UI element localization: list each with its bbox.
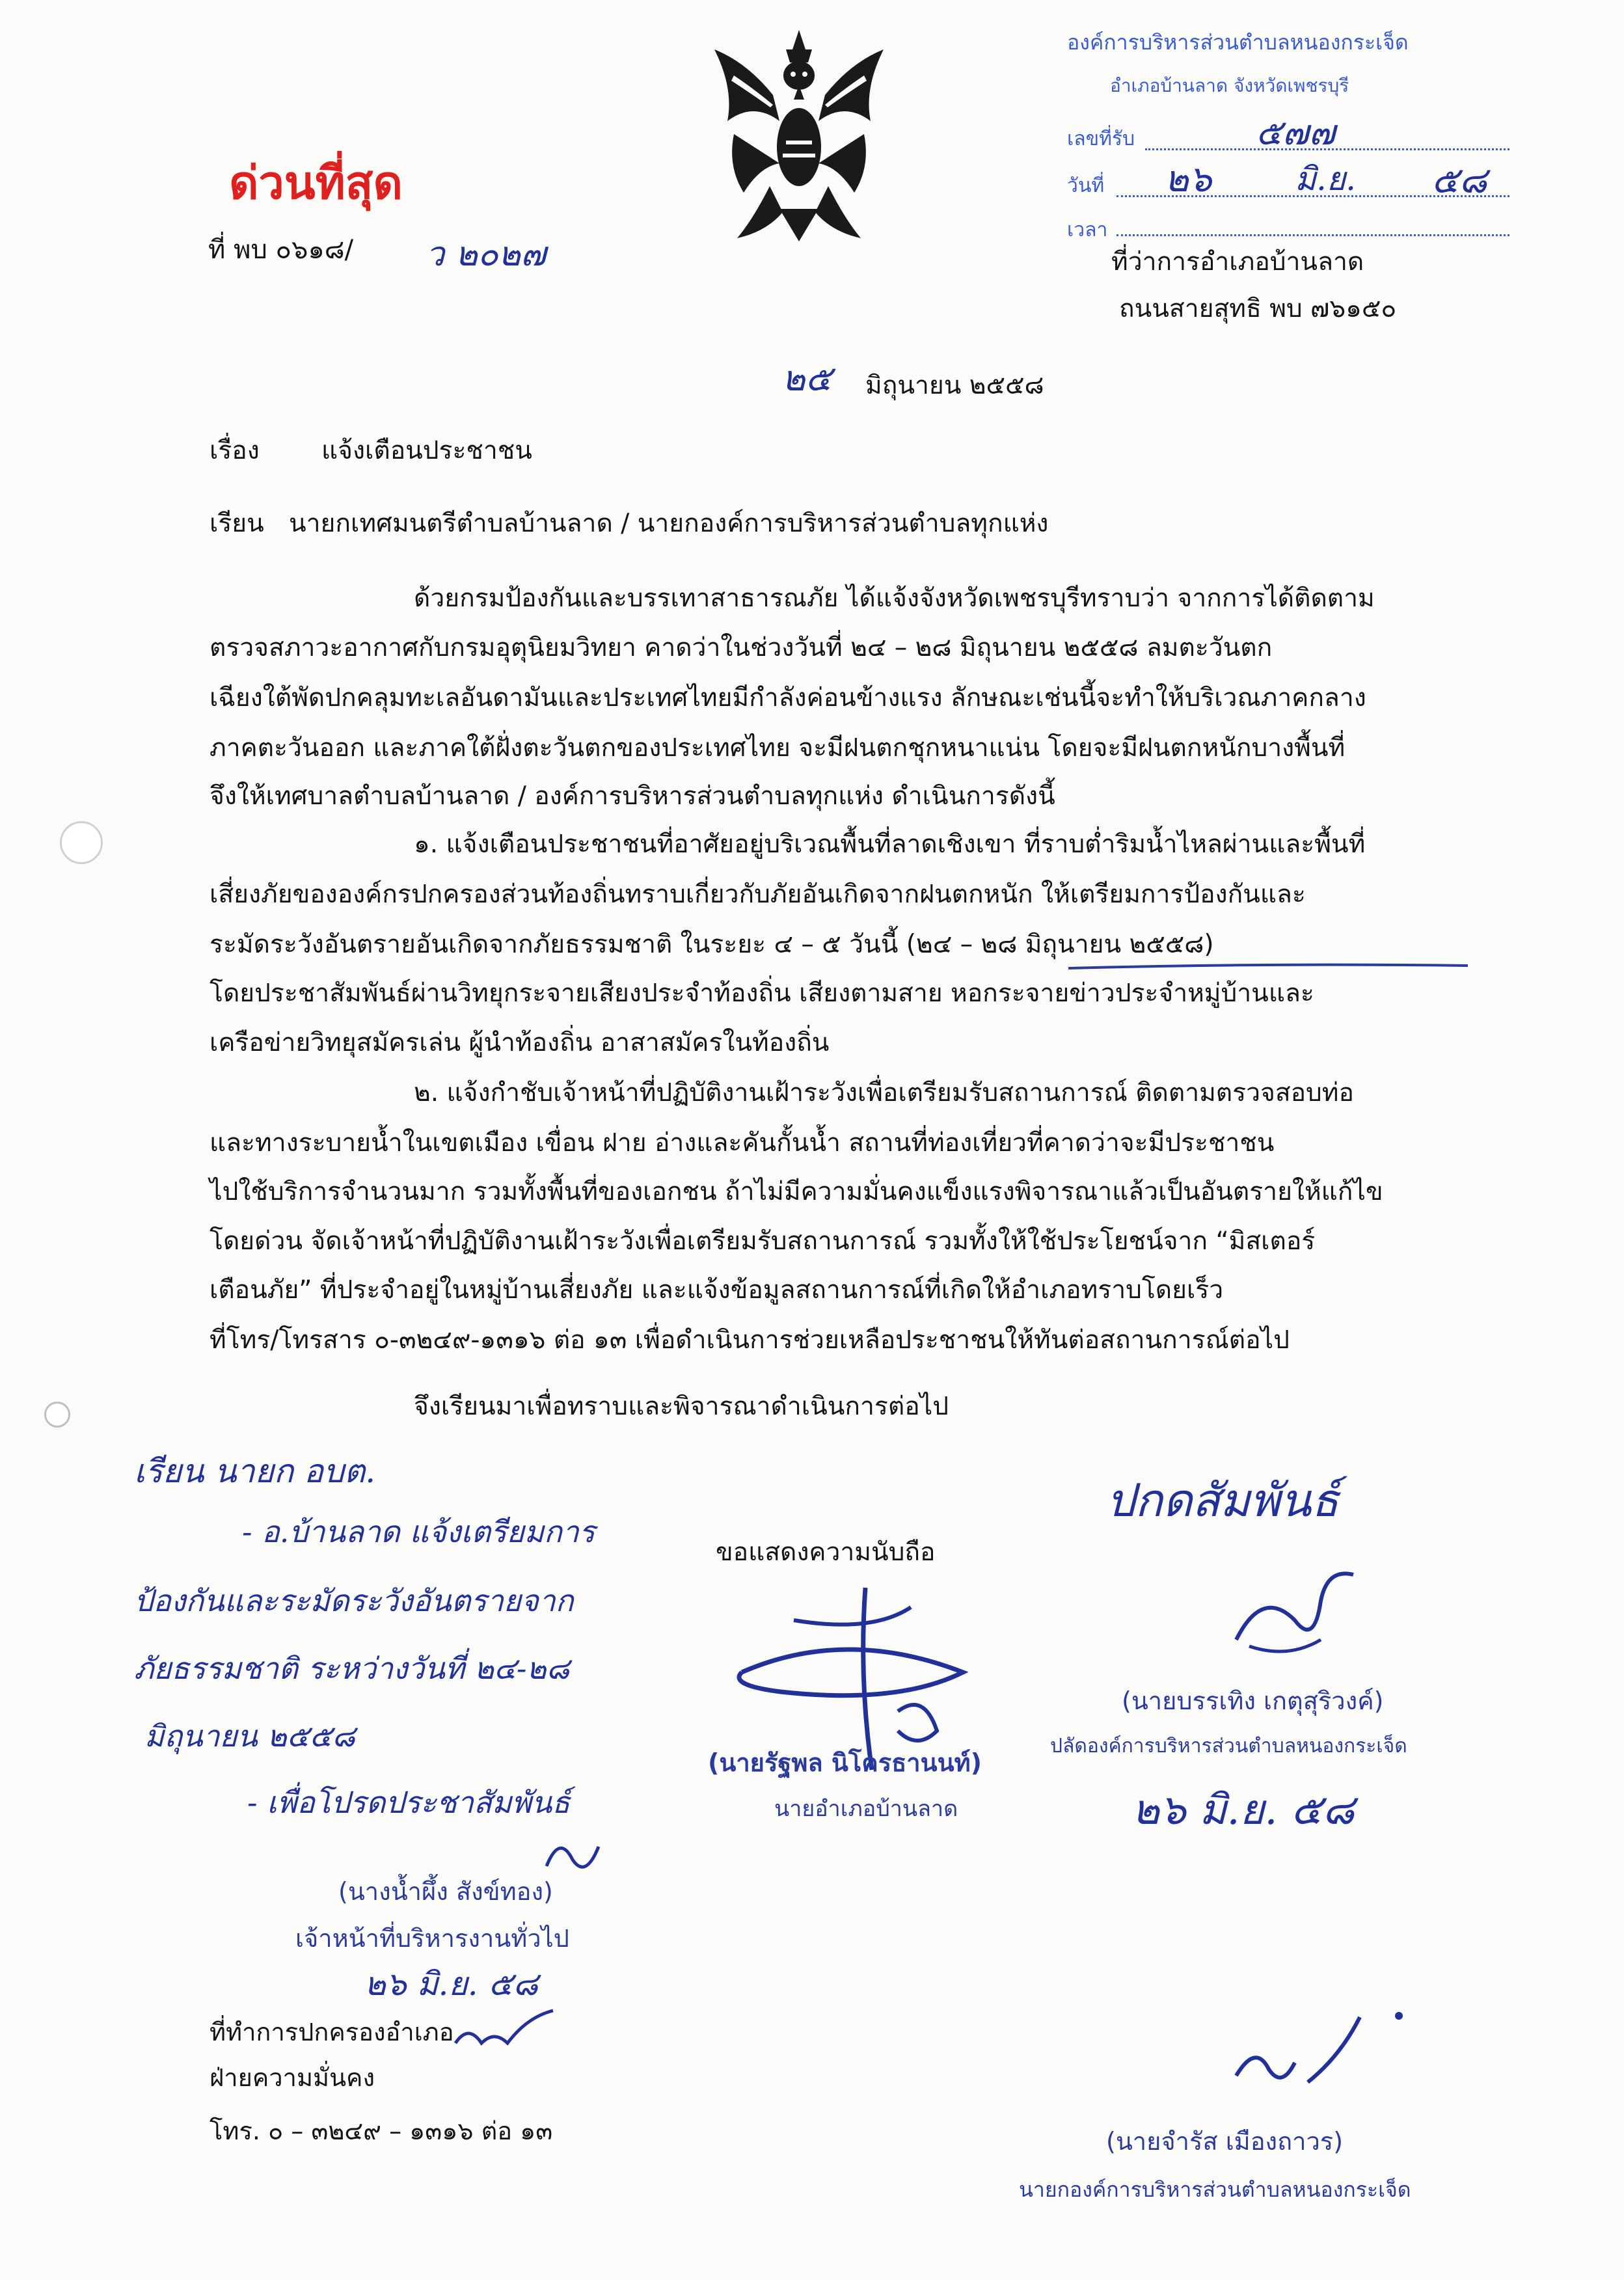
closing-line: จึงเรียนมาเพื่อทราบและพิจารณาดำเนินการต่อไป [414,1392,949,1421]
letter-date: มิถุนายน ๒๕๕๘ [865,371,1044,400]
chief-name: (นายจำรัส เมืองถาวร) [1106,2127,1344,2156]
stamp-date-day: ๒๖ [1165,158,1212,200]
note-line: มิถุนายน ๒๕๕๘ [144,1718,355,1754]
footer-line-2: ฝ่ายความมั่นคง [210,2063,375,2092]
deputy-signature [1223,1562,1366,1666]
body-line: เฉียงใต้พัดปกคลุมทะเลอันดามันและประเทศไทยมีกำลังค่อนข้างแรง ลักษณะเช่นนี้จะทำให้บริเวณภาคกลาง [210,683,1366,712]
stamp-date-year: ๕๘ [1431,159,1487,202]
note-line: ป้องกันและระมัดระวังอันตรายจาก [134,1583,574,1618]
stamp-org: องค์การบริหารส่วนตำบลหนองกระเจ็ด [1067,30,1409,55]
punch-hole-top [60,821,103,864]
to-text: นายกเทศมนตรีตำบลบ้านลาด / นายกองค์การบริหารส่วนตำบลทุกแห่ง [289,509,1049,538]
to-label: เรียน [210,509,264,538]
deputy-title: ปลัดองค์การบริหารส่วนตำบลหนองกระเจ็ด [1050,1735,1407,1758]
body-line: จึงให้เทศบาลตำบลบ้านลาด / องค์การบริหารส่วนตำบลทุกแห่ง ดำเนินการดังนี้ [210,781,1055,811]
reference-number-handwritten: ว ๒๐๒๗ [426,235,547,274]
deputy-name: (นายบรรเทิง เกตุสุริวงค์) [1122,1687,1384,1715]
chief-signature [1223,2004,1418,2095]
underline-mark [1067,960,1470,973]
letter-date-day: ๒๕ [782,358,832,399]
respect-line: ขอแสดงความนับถือ [716,1538,936,1567]
note-line: เรียน นายก อบต. [134,1452,376,1490]
body-line: ระมัดระวังอันตรายอันเกิดจากภัยธรรมชาติ ในระยะ ๔ – ๕ วันนี้ (๒๔ – ๒๘ มิถุนายน ๒๕๕๘) [210,930,1214,959]
stamp-district: อำเภอบ้านลาด จังหวัดเพชรบุรี [1110,75,1349,96]
body-line: เสี่ยงภัยขององค์กรปกครองส่วนท้องถิ่นทราบเกี่ยวกับภัยอันเกิดจากฝนตกหนัก ให้เตรียมการป้องกันและ [210,880,1306,909]
stamp-receipt-label: เลขที่รับ [1067,128,1135,150]
stamp-date-label: วันที่ [1067,174,1105,197]
note-line: - อ.บ้านลาด แจ้งเตรียมการ [242,1514,595,1549]
body-line: ด้วยกรมป้องกันและบรรเทาสาธารณภัย ได้แจ้งจังหวัดเพชรบุรีทราบว่า จากการได้ติดตาม [414,584,1375,613]
subject-label: เรื่อง [210,436,260,465]
body-line: เครือข่ายวิทยุสมัครเล่น ผู้นำท้องถิ่น อาสาสมัครในท้องถิ่น [210,1028,830,1057]
stamp-time-line [1116,234,1509,236]
body-line: ภาคตะวันออก และภาคใต้ฝั่งตะวันตกของประเทศไทย จะมีฝนตกชุกหนาแน่น โดยจะมีฝนตกหนักบางพื้นที่ [210,733,1346,763]
stamp-date-month: มิ.ย. [1295,160,1357,198]
punch-hole-bottom [44,1402,70,1428]
officer-date: ๒๖ มิ.ย. ๕๘ [364,1965,538,2003]
reference-number: ที่ พบ ๐๖๑๘/ [208,235,354,265]
body-line: ๑. แจ้งเตือนประชาชนที่อาศัยอยู่บริเวณพื้นที่ลาดเชิงเขา ที่ราบต่ำริมน้ำไหลผ่านและพื้นที่ [414,830,1366,859]
note-line: ภัยธรรมชาติ ระหว่างวันที่ ๒๔-๒๘ [134,1651,570,1686]
office-name: ที่ว่าการอำเภอบ้านลาด [1111,247,1364,277]
district-chief-name: (นายรัฐพล นิโครธานนท์) [708,1748,982,1777]
body-line: โดยด่วน จัดเจ้าหน้าที่ปฏิบัติงานเฝ้าระวังเพื่อเตรียมรับสถานการณ์ รวมทั้งให้ใช้ประโยชน์จาก “มิสเตอร์ [210,1227,1316,1256]
footer-line-3: โทร. ๐ – ๓๒๔๙ – ๑๓๑๖ ต่อ ๑๓ [210,2117,553,2145]
note-line: - เพื่อโปรดประชาสัมพันธ์ [247,1785,571,1820]
body-line: และทางระบายน้ำในเขตเมือง เขื่อน ฝาย อ่างและคันกั้นน้ำ สถานที่ท่องเที่ยวที่คาดว่าจะมีประชาชน [210,1128,1275,1158]
subject-text: แจ้งเตือนประชาชน [321,436,532,465]
officer-name: (นางน้ำผึ้ง สังข์ทอง) [338,1877,553,1906]
initials-mark [449,2004,560,2063]
urgent-label: ด่วนที่สุด [229,156,403,210]
footer-line-1: ที่ทำการปกครองอำเภอ [210,2018,454,2046]
chief-title: นายกองค์การบริหารส่วนตำบลหนองกระเจ็ด [1019,2177,1411,2202]
body-line: ๒. แจ้งกำชับเจ้าหน้าที่ปฏิบัติงานเฝ้าระวังเพื่อเตรียมรับสถานการณ์ ติดตามตรวจสอบท่อ [414,1078,1354,1107]
office-address: ถนนสายสุทธิ พบ ๗๖๑๕๐ [1119,294,1397,323]
garuda-emblem-icon [708,23,890,251]
stamp-receipt-no: ๕๗๗ [1256,112,1336,153]
body-line: เตือนภัย” ที่ประจำอยู่ในหมู่บ้านเสี่ยงภัย และแจ้งข้อมูลสถานการณ์ที่เกิดให้อำเภอทราบโดยเร็ว [210,1275,1224,1305]
body-line: ที่โทร/โทรสาร ๐-๓๒๔๙-๑๓๑๖ ต่อ ๑๓ เพื่อดำเนินการช่วยเหลือประชาชนให้ทันต่อสถานการณ์ต่อไป [210,1325,1290,1355]
body-line: ไปใช้บริการจำนวนมาก รวมทั้งพื้นที่ของเอกชน ถ้าไม่มีความมั่นคงแข็งแรงพิจารณาแล้วเป็นอันตรายให้แก้ไข [210,1177,1383,1206]
officer-title: เจ้าหน้าที่บริหารงานทั่วไป [295,1924,569,1953]
deputy-note: ปกดสัมพันธ์ [1106,1474,1339,1527]
stamp-time-label: เวลา [1067,219,1108,241]
district-chief-title: นายอำเภอบ้านลาด [774,1796,958,1822]
body-line: โดยประชาสัมพันธ์ผ่านวิทยุกระจายเสียงประจำท้องถิ่น เสียงตามสาย หอกระจายข่าวประจำหมู่บ้านและ [210,979,1314,1008]
body-line: ตรวจสภาวะอากาศกับกรมอุตุนิยมวิทยา คาดว่าในช่วงวันที่ ๒๔ – ๒๘ มิถุนายน ๒๕๕๘ ลมตะวันตก [210,633,1273,662]
deputy-date: ๒๖ มิ.ย. ๕๘ [1132,1786,1355,1834]
